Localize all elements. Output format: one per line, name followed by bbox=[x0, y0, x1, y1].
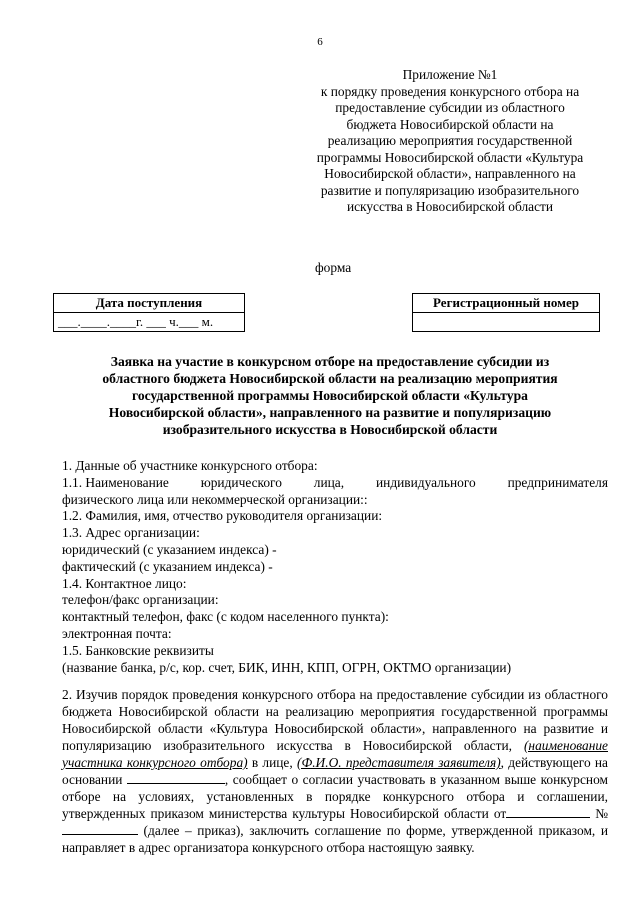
order-date-blank[interactable] bbox=[506, 806, 590, 818]
participant-name-placeholder[interactable]: (наименование участника конкурсного отбора) bbox=[62, 738, 608, 770]
item-1-1-word: лица, bbox=[313, 474, 345, 490]
item-1-1-word: индивидуального bbox=[375, 474, 476, 490]
item-1-1-word: 1.1. Наименование bbox=[62, 474, 169, 490]
consent-text-d: , сообщает о согласии участвовать в указанном выше конкурсном отборе на условиях, установленных в порядке конкурсного отбора и соглашении, утвержденных приказом министерства культуры Новосибирской области от bbox=[62, 772, 608, 821]
appendix-line: развитие и популяризацию изобразительного bbox=[320, 182, 580, 198]
basis-blank[interactable] bbox=[127, 772, 225, 784]
title-line: государственной программы Новосибирской области «Культура bbox=[132, 388, 528, 403]
consent-text-e: (далее – приказ), заключить соглашение по форме, утвержденной приказом, и направляет в адрес организатора конкурсного отбора настоящую заявку. bbox=[62, 823, 608, 855]
receipt-date-field[interactable]: ___.____.____г. ___ ч.___ м. bbox=[54, 313, 245, 332]
registration-number-box bbox=[412, 293, 600, 332]
contact-phone: контактный телефон, факс (с кодом населенного пункта): bbox=[62, 609, 389, 625]
item-1-4: 1.4. Контактное лицо: bbox=[62, 575, 187, 591]
receipt-date-box bbox=[53, 293, 245, 332]
item-1-1-word: предпринимателя bbox=[507, 474, 608, 490]
appendix-line: Новосибирской области», направленного на bbox=[324, 166, 576, 181]
participant-data-section bbox=[62, 458, 608, 676]
title-line: изобразительного искусства в Новосибирской области bbox=[162, 422, 498, 437]
appendix-line: Приложение №1 bbox=[402, 67, 498, 82]
order-number-blank[interactable] bbox=[62, 823, 138, 835]
appendix-line: предоставление субсидии из областного bbox=[335, 100, 565, 115]
appendix-line: к порядку проведения конкурсного отбора на bbox=[320, 83, 580, 99]
receipt-date-header: Дата поступления bbox=[54, 294, 245, 313]
title-line: Заявка на участие в конкурсном отборе на предоставление субсидии из bbox=[110, 354, 550, 369]
appendix-line: реализацию мероприятия государственной bbox=[327, 133, 573, 148]
org-phone-fax: телефон/факс организации: bbox=[62, 592, 219, 608]
appendix-header bbox=[280, 67, 620, 216]
item-1-3: 1.3. Адрес организации: bbox=[62, 525, 200, 541]
item-1-1-line bbox=[62, 475, 608, 492]
bank-details: (название банка, р/с, кор. счет, БИК, ИНН, КПП, ОГРН, ОКТМО организации) bbox=[62, 659, 512, 675]
representative-placeholder[interactable]: (Ф.И.О. представителя заявителя) bbox=[296, 755, 501, 770]
section1-heading: 1. Данные об участнике конкурсного отбора: bbox=[62, 458, 318, 473]
consent-text-b: в лице, bbox=[247, 755, 297, 770]
page-number: 6 bbox=[317, 36, 323, 48]
form-label: форма bbox=[315, 260, 352, 275]
consent-section bbox=[62, 686, 608, 856]
item-1-5: 1.5. Банковские реквизиты bbox=[62, 642, 214, 658]
item-1-1-continuation: физического лица или некоммерческой организации:: bbox=[62, 491, 368, 507]
number-sign: № bbox=[590, 806, 608, 821]
application-title bbox=[60, 353, 600, 438]
appendix-line: программы Новосибирской области «Культура bbox=[316, 149, 584, 165]
item-1-2: 1.2. Фамилия, имя, отчество руководителя организации: bbox=[62, 508, 383, 524]
registration-number-field[interactable] bbox=[413, 313, 600, 332]
actual-address: фактический (с указанием индекса) - bbox=[62, 558, 273, 574]
title-line: областного бюджета Новосибирской области на реализацию мероприятия bbox=[102, 371, 558, 386]
consent-paragraph bbox=[62, 686, 608, 856]
registration-number-header: Регистрационный номер bbox=[413, 294, 600, 313]
consent-text-a: 2. Изучив порядок проведения конкурсного отбора на предоставление субсидии из областного бюджета Новосибирской области на реализацию мероприятия государственной программы Новосибирской области «Культура Новосибирской области», направленного на развитие и популяризацию изобразительного искусства в Новосибирской области, bbox=[62, 687, 608, 753]
consent-text-c: , действующего на основании bbox=[62, 755, 609, 787]
item-1-1-word: юридического bbox=[200, 474, 282, 490]
legal-address: юридический (с указанием индекса) - bbox=[62, 541, 277, 557]
appendix-line: бюджета Новосибирской области на bbox=[346, 116, 554, 132]
appendix-line: искусства в Новосибирской области bbox=[346, 199, 554, 214]
title-line: Новосибирской области», направленного на развитие и популяризацию bbox=[108, 405, 552, 420]
email: электронная почта: bbox=[62, 625, 172, 641]
